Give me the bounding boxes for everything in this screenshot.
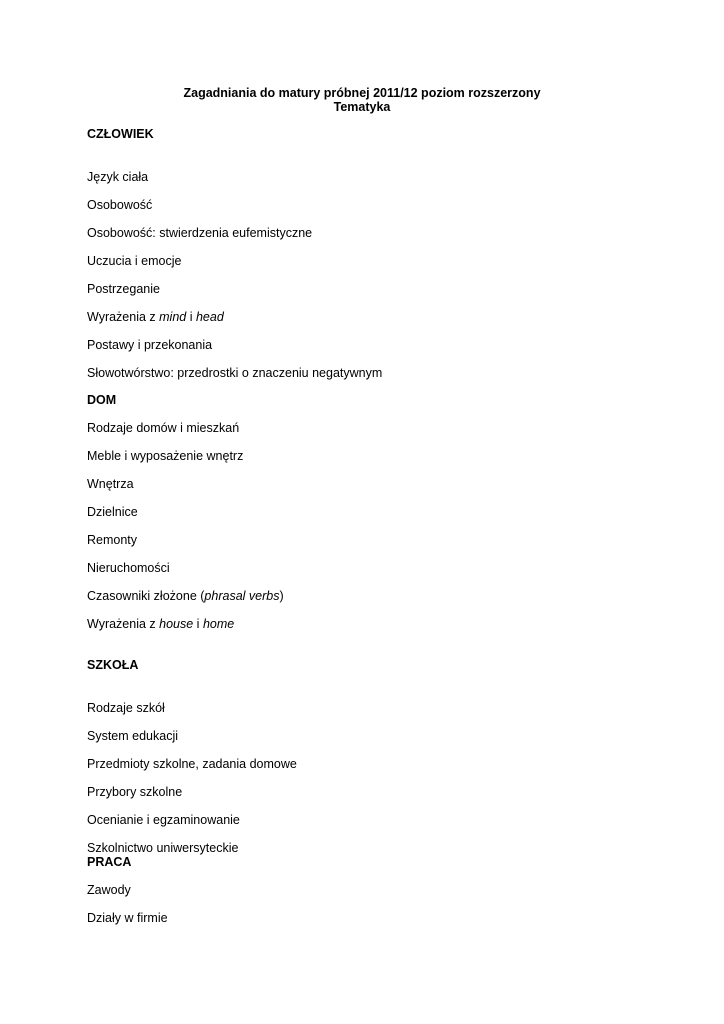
section-heading-dom: DOM [87, 393, 117, 407]
list-item: Meble i wyposażenie wnętrz [87, 449, 244, 463]
list-item-italic: mind [159, 310, 187, 324]
list-item: Osobowość: stwierdzenia eufemistyczne [87, 226, 313, 240]
list-item: Osobowość [87, 198, 153, 212]
list-item [87, 589, 284, 603]
list-item: Nieruchomości [87, 561, 170, 575]
list-item: Szkolnictwo uniwersyteckie [87, 841, 239, 855]
list-item: Przedmioty szkolne, zadania domowe [87, 757, 297, 771]
list-item: Rodzaje domów i mieszkań [87, 421, 240, 435]
list-item: Język ciała [87, 170, 149, 184]
list-item-text: Wyrażenia z [87, 617, 160, 631]
list-item [87, 617, 234, 631]
list-item: Zawody [87, 883, 131, 897]
list-item: System edukacji [87, 729, 179, 743]
list-item-text: Wyrażenia z [87, 310, 160, 324]
list-item: Uczucia i emocje [87, 254, 182, 268]
list-item-italic: home [202, 617, 235, 631]
list-item [87, 310, 224, 324]
list-item: Dzielnice [87, 505, 138, 519]
list-item-text: ) [279, 589, 284, 603]
list-item-italic: house [159, 617, 194, 631]
list-item-italic: phrasal verbs [204, 589, 280, 603]
document-title: Zagadniania do matury próbnej 2011/12 poziom rozszerzony [183, 86, 541, 100]
list-item-text: i [193, 617, 203, 631]
list-item: Rodzaje szkół [87, 701, 165, 715]
list-item: Ocenianie i egzaminowanie [87, 813, 240, 827]
section-heading-praca: PRACA [87, 855, 132, 869]
list-item: Postawy i przekonania [87, 338, 213, 352]
section-heading-szkola: SZKOŁA [87, 658, 139, 672]
list-item-text: i [186, 310, 196, 324]
list-item: Remonty [87, 533, 138, 547]
section-heading-czlowiek: CZŁOWIEK [87, 127, 154, 141]
document-subtitle: Tematyka [333, 100, 391, 114]
list-item: Postrzeganie [87, 282, 160, 296]
list-item: Działy w firmie [87, 911, 168, 925]
list-item-italic: head [195, 310, 224, 324]
list-item: Wnętrza [87, 477, 134, 491]
list-item-text: Czasowniki złożone ( [87, 589, 205, 603]
list-item: Słowotwórstwo: przedrostki o znaczeniu negatywnym [87, 366, 383, 380]
list-item: Przybory szkolne [87, 785, 183, 799]
